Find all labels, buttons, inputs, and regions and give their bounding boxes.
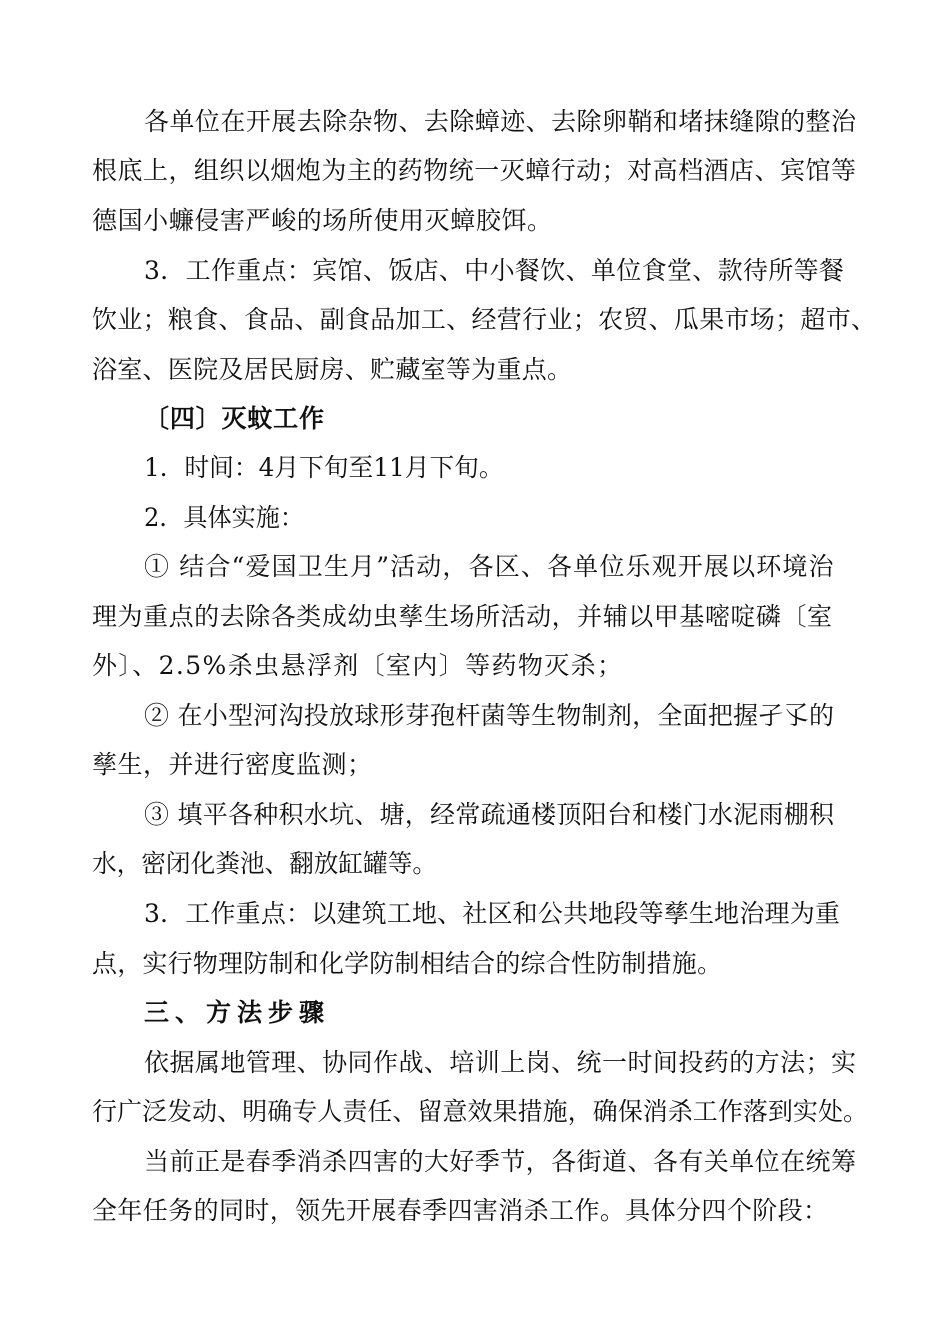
text-line: 1．时间：4月下旬至11月下旬。 bbox=[144, 453, 504, 482]
text-line: 2．具体实施： bbox=[144, 503, 304, 532]
text-line: 全年任务的同时，领先开展春季四害消杀工作。具体分四个阶段： bbox=[92, 1196, 829, 1225]
text-line: 德国小蠊侵害严峻的场所使用灭蟑胶饵。 bbox=[92, 206, 553, 235]
text-line: ③ 填平各种积水坑、塘，经常疏通楼顶阳台和楼门水泥雨棚积 bbox=[144, 800, 835, 829]
text-line: 行广泛发动、明确专人责任、留意效果措施，确保消杀工作落到实处。 bbox=[92, 1097, 869, 1126]
text-line: 点，实行物理防制和化学防制相结合的综合性防制措施。 bbox=[92, 949, 723, 978]
text-line: ① 结合“爱国卫生月”活动，各区、各单位乐观开展以环境治 bbox=[144, 552, 835, 581]
text-line: ② 在小型河沟投放球形芽孢杆菌等生物制剂，全面把握孑孓的 bbox=[144, 701, 835, 730]
text-line: 外〕、2.5%杀虫悬浮剂〔室内〕等药物灭杀； bbox=[92, 651, 624, 680]
text-line: 根底上，组织以烟炮为主的药物统一灭蟑行动；对高档酒店、宾馆等 bbox=[92, 156, 857, 185]
section-heading: 〔四〕灭蚊工作 bbox=[144, 404, 325, 433]
text-line: 3．工作重点：宾馆、饭店、中小餐饮、单位食堂、款待所等餐 bbox=[144, 256, 845, 285]
text-line: 各单位在开展去除杂物、去除蟑迹、去除卵鞘和堵抹缝隙的整治 bbox=[144, 107, 857, 136]
text-line: 依据属地管理、协同作战、培训上岗、统一时间投药的方法；实 bbox=[144, 1048, 857, 1077]
text-line: 3．工作重点：以建筑工地、社区和公共地段等孳生地治理为重 bbox=[144, 899, 841, 928]
section-heading: 三、方法步骤 bbox=[144, 998, 331, 1027]
text-line: 理为重点的去除各类成幼虫孳生场所活动，并辅以甲基嘧啶磷〔室 bbox=[92, 602, 833, 631]
text-line: 水，密闭化粪池、翻放缸罐等。 bbox=[92, 849, 438, 878]
text-line: 浴室、医院及居民厨房、贮藏室等为重点。 bbox=[92, 355, 573, 384]
text-line: 当前正是春季消杀四害的大好季节，各街道、各有关单位在统筹 bbox=[144, 1147, 857, 1176]
text-line: 孳生，并进行密度监测； bbox=[92, 750, 373, 779]
text-line: 饮业；粮食、食品、副食品加工、经营行业；农贸、瓜果市场；超市、 bbox=[92, 305, 877, 334]
